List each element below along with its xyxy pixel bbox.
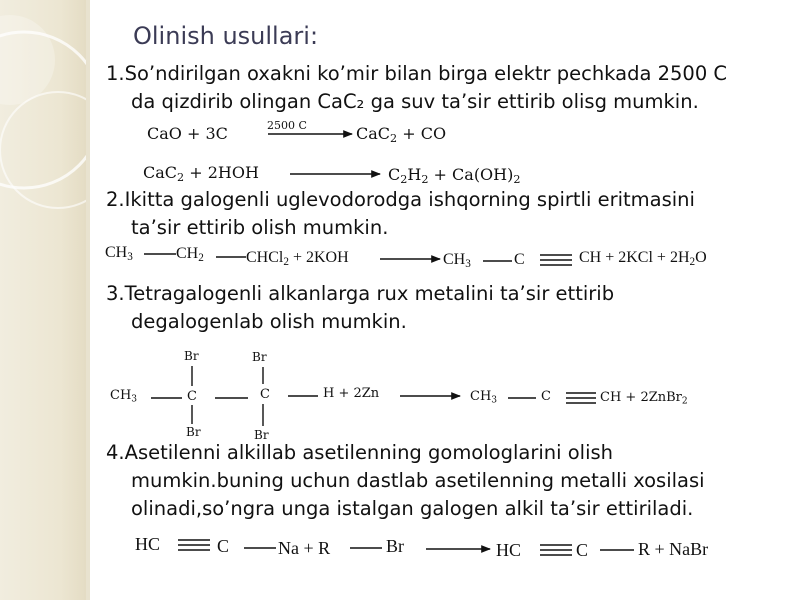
method-4-line-1: 4.Asetilenni alkillab asetilenning gomologlarini olish (106, 441, 614, 464)
reaction-2-products: $C_2H_2 + Ca(OH)_2$ (388, 165, 521, 186)
slide-title: Olinish usullari: (133, 22, 319, 50)
reaction-3-products: CH + $2KCl + 2H_2O$ (579, 249, 707, 268)
method-2-line-2: ta’sir ettirib olish mumkin. (131, 216, 389, 239)
reaction-4-product-ch3: $CH_3$ (470, 389, 498, 406)
method-2-line-1: 2.Ikitta galogenli uglevodorodga ishqorning spirtli eritmasini (106, 188, 695, 211)
reaction-5-product-c: C (576, 540, 589, 560)
reaction-4-c2: C (260, 387, 270, 402)
reaction-4-br-bottom-2: Br (254, 428, 269, 442)
reaction-4-product-c: C (541, 389, 551, 404)
reaction-4-br-bottom-1: Br (186, 425, 201, 439)
reaction-3-ch2: $CH_2$ (176, 245, 204, 264)
method-3-line-2: degalogenlab olish mumkin. (131, 310, 407, 333)
reaction-5-products: R + NaBr (638, 539, 709, 559)
reaction-1-reactants: CaO + 3C (147, 124, 228, 143)
reaction-5-product-hc: HC (496, 540, 522, 560)
reaction-4-br-top-2: Br (252, 350, 267, 364)
reaction-5-hc: HC (135, 534, 161, 554)
reaction-4-c1: C (187, 389, 197, 404)
method-4-line-2: mumkin.buning uchun dastlab asetilenning metalli xosilasi (131, 469, 705, 492)
method-4-line-3: olinadi,so’ngra unga istalgan galogen alkil ta’sir ettiriladi. (131, 497, 694, 520)
reaction-3-product-ch3: $CH_3$ (443, 251, 471, 270)
method-3-line-1: 3.Tetragalogenli alkanlarga rux metalini ta’sir ettirib (106, 282, 615, 305)
reaction-4-h-zn: H + 2Zn (323, 386, 380, 401)
reaction-3-ch3: $CH_3$ (105, 244, 133, 263)
method-1-line-2: da qizdirib olingan CaC₂ ga suv ta’sir ettirib olisg mumkin. (131, 90, 699, 113)
method-1-line-1: 1.So’ndirilgan oxakni ko’mir bilan birga elektr pechkada 2500 C (106, 62, 728, 85)
reaction-4-products: CH + 2ZnBr$_2$ (600, 390, 688, 407)
reaction-1-products: CaC$_2$ + CO (356, 124, 447, 145)
reaction-3-reactants: CHCl$_2$ + 2KOH (246, 249, 349, 268)
reaction-1-condition: 2500 C (267, 119, 307, 132)
reaction-2-reactants: CaC$_2$ + 2HOH (143, 163, 259, 184)
reaction-5-br: Br (386, 536, 404, 556)
reaction-4-ch3: $CH_3$ (110, 388, 138, 405)
reaction-5-c: C (217, 536, 230, 556)
reaction-3-product-c: C (514, 251, 525, 268)
reaction-4-br-top-1: Br (184, 349, 199, 363)
reaction-5-na-r: Na + R (278, 538, 331, 558)
